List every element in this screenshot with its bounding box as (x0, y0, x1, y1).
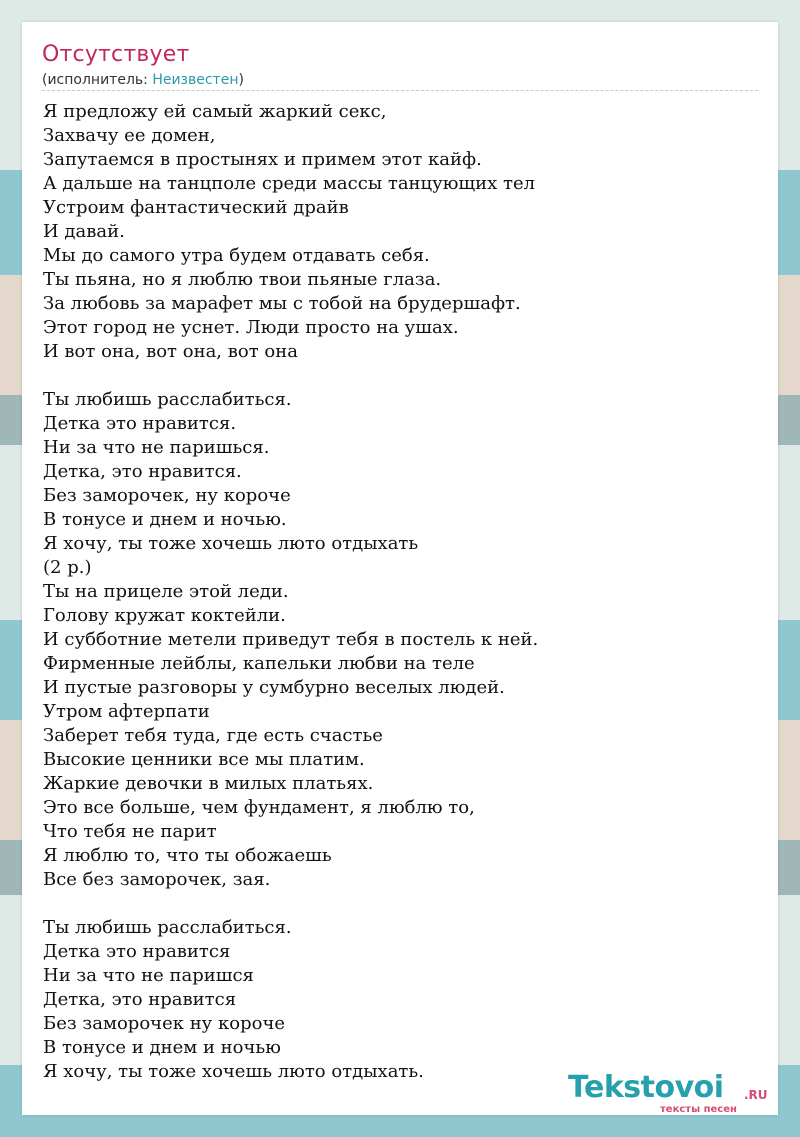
lyric-blank-line (43, 892, 763, 916)
lyric-line: Ты на прицеле этой леди. (43, 581, 289, 602)
logo-name: Tekstovoi (568, 1070, 724, 1105)
artist-link[interactable]: Неизвестен (152, 72, 239, 88)
song-title: Отсутствует (42, 42, 190, 67)
lyric-line: Детка это нравится (43, 941, 231, 962)
lyric-line: Мы до самого утра будем отдавать себя. (43, 245, 430, 266)
lyric-line: Я люблю то, что ты обожаешь (43, 845, 332, 866)
lyric-line: Захвачу ее домен, (43, 125, 216, 146)
site-logo[interactable] (568, 1070, 778, 1120)
lyric-line: Ты любишь расслабиться. (43, 389, 292, 410)
lyric-line: Жаркие девочки в милых платьях. (43, 773, 374, 794)
lyric-line: Утром афтерпати (43, 701, 210, 722)
logo-tld: .RU (744, 1088, 768, 1102)
lyric-line: Детка, это нравится (43, 989, 237, 1010)
logo-tagline: тексты песен (660, 1104, 737, 1115)
lyric-line: Без заморочек, ну короче (43, 485, 291, 506)
lyric-line: Все без заморочек, зая. (43, 869, 271, 890)
lyric-line: Устроим фантастический драйв (43, 197, 349, 218)
lyric-line: И давай. (43, 221, 125, 242)
lyric-line: Я предложу ей самый жаркий секс, (43, 101, 387, 122)
artist-suffix: ) (238, 72, 244, 88)
lyric-line: Детка это нравится. (43, 413, 237, 434)
lyric-line: (2 р.) (43, 557, 92, 578)
lyric-line: Заберет тебя туда, где есть счастье (43, 725, 383, 746)
lyric-line: Ни за что не паришься. (43, 437, 270, 458)
lyric-line: И пустые разговоры у сумбурно веселых людей. (43, 677, 505, 698)
lyrics-card (22, 22, 778, 1115)
lyric-line: Без заморочек ну короче (43, 1013, 285, 1034)
lyric-line: Запутаемся в простынях и примем этот кайф. (43, 149, 482, 170)
lyric-line: Ни за что не паришся (43, 965, 254, 986)
lyric-line: Высокие ценники все мы платим. (43, 749, 365, 770)
lyric-line: В тонусе и днем и ночью. (43, 509, 287, 530)
lyric-line: Это все больше, чем фундамент, я люблю то, (43, 797, 475, 818)
artist-line (42, 72, 244, 88)
lyric-line: Я хочу, ты тоже хочешь люто отдыхать. (43, 1061, 424, 1082)
lyric-line: И вот она, вот она, вот она (43, 341, 298, 362)
dashed-divider (42, 90, 758, 91)
lyric-line: И субботние метели приведут тебя в постель к ней. (43, 629, 539, 650)
lyric-line: А дальше на танцполе среди массы танцующих тел (43, 173, 536, 194)
lyric-line: Детка, это нравится. (43, 461, 242, 482)
lyric-line: Я хочу, ты тоже хочешь люто отдыхать (43, 533, 419, 554)
lyric-line: За любовь за марафет мы с тобой на брудершафт. (43, 293, 521, 314)
lyric-line: Ты любишь расслабиться. (43, 917, 292, 938)
lyric-line: Ты пьяна, но я люблю твои пьяные глаза. (43, 269, 442, 290)
lyric-blank-line (43, 364, 763, 388)
artist-prefix: (исполнитель: (42, 72, 153, 88)
lyric-line: Этот город не уснет. Люди просто на ушах. (43, 317, 459, 338)
lyric-line: В тонусе и днем и ночью (43, 1037, 281, 1058)
lyrics-text (43, 100, 763, 1084)
lyric-line: Голову кружат коктейли. (43, 605, 286, 626)
lyric-line: Что тебя не парит (43, 821, 217, 842)
lyric-line: Фирменные лейблы, капельки любви на теле (43, 653, 475, 674)
